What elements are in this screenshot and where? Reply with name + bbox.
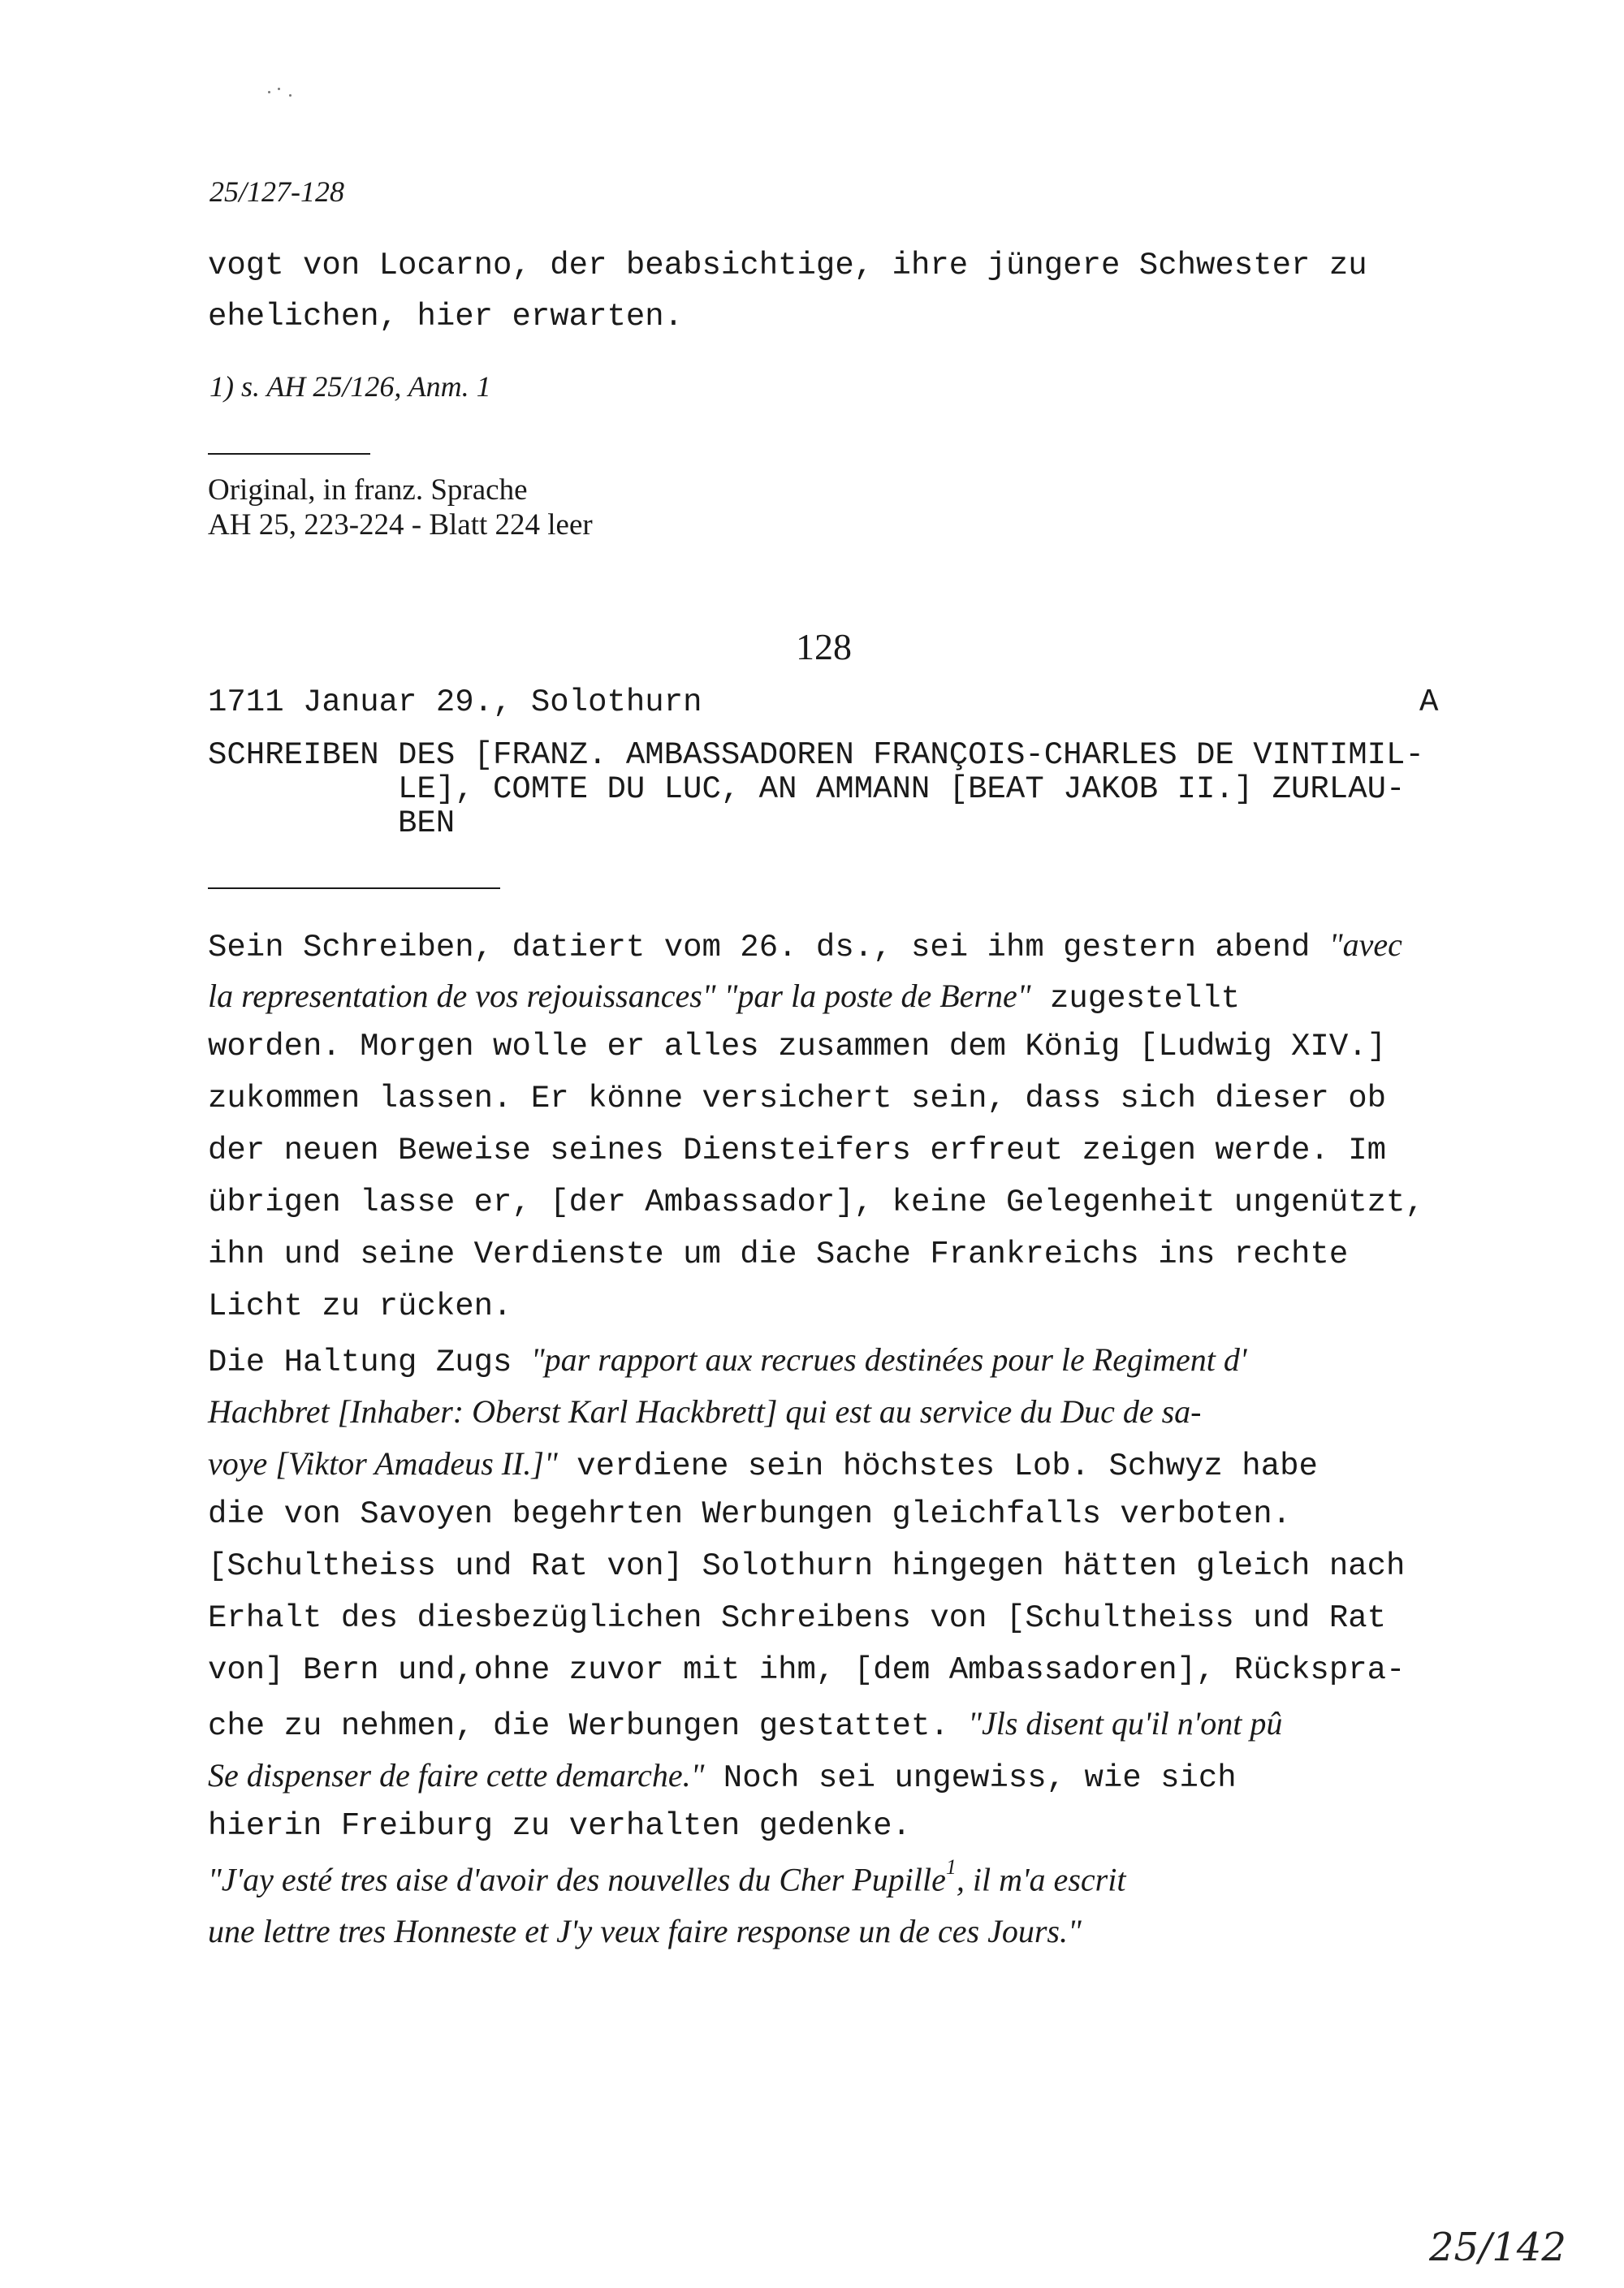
footnote: 1) s. AH 25/126, Anm. 1: [209, 370, 491, 403]
body-line: che zu nehmen, die Werbungen gestattet. "Jls disent qu'il n'ont pû: [208, 1705, 1283, 1744]
body-line: [Schultheiss und Rat von] Solothurn hingegen hätten gleich nach: [208, 1548, 1406, 1584]
body-line: Sein Schreiben, datiert vom 26. ds., sei ihm gestern abend "avec: [208, 926, 1402, 965]
body-line: von] Bern und,ohne zuvor mit ihm, [dem Ambassadoren], Rückspra-: [208, 1652, 1406, 1688]
body-line: Licht zu rücken.: [208, 1289, 512, 1324]
body-line: Die Haltung Zugs "par rapport aux recrues destinées pour le Regiment d': [208, 1341, 1247, 1380]
document-number: 128: [796, 626, 852, 667]
scan-speck: [268, 91, 270, 93]
document-letter: A: [1419, 684, 1439, 720]
title-line: LE], COMTE DU LUC, AN AMMANN [BEAT JAKOB II.] ZURLAU-: [398, 771, 1406, 807]
body-line: Se dispenser de faire cette demarche." Noch sei ungewiss, wie sich: [208, 1757, 1237, 1796]
archive-mark: 25/142: [1429, 2225, 1566, 2270]
body-line: "J'ay esté tres aise d'avoir des nouvelles du Cher Pupille$^1$, il m'a escrit: [208, 1855, 1126, 1898]
title-divider: [208, 887, 500, 889]
source-note: Original, in franz. Sprache: [208, 473, 528, 507]
body-line: une lettre tres Honneste et J'y veux faire response un de ces Jours.": [208, 1913, 1082, 1949]
header-reference: 25/127-128: [209, 175, 344, 208]
body-line: Hachbret [Inhaber: Oberst Karl Hackbrett] qui est au service du Duc de sa-: [208, 1393, 1202, 1430]
body-line: übrigen lasse er, [der Ambassador], keine Gelegenheit ungenützt,: [208, 1185, 1424, 1220]
body-line: hierin Freiburg zu verhalten gedenke.: [208, 1808, 911, 1844]
prev-text-line: ehelichen, hier erwarten.: [208, 299, 684, 335]
footnote-marker: 1: [945, 1855, 957, 1879]
scan-speck: [278, 88, 280, 90]
prev-text-line: vogt von Locarno, der beabsichtige, ihre jüngere Schwester zu: [208, 248, 1367, 283]
body-line: la representation de vos rejouissances" "par la poste de Berne" zugestellt: [208, 978, 1241, 1017]
title-line: SCHREIBEN DES [FRANZ. AMBASSADOREN FRANÇOIS-CHARLES DE VINTIMIL-: [208, 737, 1424, 773]
body-line: zukommen lassen. Er könne versichert sein, dass sich dieser ob: [208, 1081, 1387, 1116]
body-line: worden. Morgen wolle er alles zusammen dem König [Ludwig XIV.]: [208, 1029, 1387, 1064]
footnote-divider: [208, 453, 370, 455]
scan-speck: [289, 94, 292, 97]
source-note: AH 25, 223-224 - Blatt 224 leer: [208, 508, 593, 542]
body-line: Erhalt des diesbezüglichen Schreibens von [Schultheiss und Rat: [208, 1600, 1387, 1636]
body-line: ihn und seine Verdienste um die Sache Frankreichs ins rechte: [208, 1237, 1349, 1272]
body-line: der neuen Beweise seines Diensteifers erfreut zeigen werde. Im: [208, 1133, 1387, 1168]
date-place: 1711 Januar 29., Solothurn: [208, 684, 702, 720]
body-line: voye [Viktor Amadeus II.]" verdiene sein höchstes Lob. Schwyz habe: [208, 1445, 1318, 1484]
title-line: BEN: [398, 805, 456, 841]
body-line: die von Savoyen begehrten Werbungen gleichfalls verboten.: [208, 1496, 1292, 1532]
